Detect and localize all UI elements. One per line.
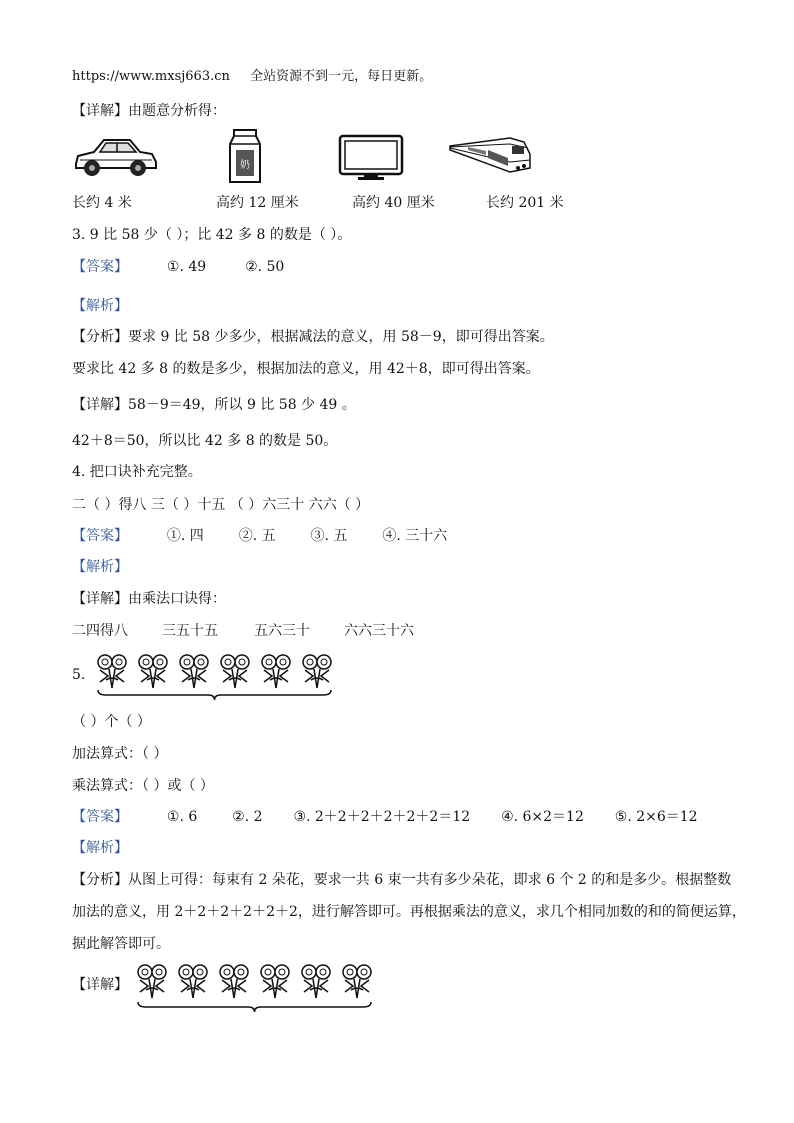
q4-question: 4. 把口诀补充完整。: [72, 464, 202, 480]
q3-detail-1: 【详解】58－9＝49，所以 9 比 58 少 49 。: [72, 397, 356, 413]
brace: [138, 1002, 371, 1012]
q5-detail-tag: 【详解】: [72, 977, 128, 993]
q4-answer-1: ①. 四: [166, 528, 204, 544]
q5-blank-line: （ ）个（ ）: [72, 714, 151, 730]
q4-answer-2: ②. 五: [238, 528, 276, 544]
svg-text:奶: 奶: [240, 160, 250, 171]
q5-add-formula: 加法算式：（ ）: [72, 746, 168, 762]
header-slogan: 全站资源不到一元，每日更新。: [250, 69, 433, 84]
flower-bouquet: [220, 965, 248, 998]
flower-bouquet: [98, 655, 126, 688]
q5-answer-2: ②. 2: [232, 809, 263, 825]
q5-analysis-tag: 【解析】: [72, 840, 128, 856]
q4-answer-3: ③. 五: [310, 528, 348, 544]
flower-bouquet: [138, 965, 166, 998]
flower-bouquet: [221, 655, 249, 688]
q5-answer-1: ①. 6: [166, 809, 198, 825]
flower-bouquets-figure: [92, 652, 342, 702]
q4-answer-line: [72, 527, 447, 545]
flower-bouquet: [302, 965, 330, 998]
flower-bouquet: [343, 965, 371, 998]
answer-tag: 【答案】: [72, 528, 128, 544]
q3-fenxi-2: 要求比 42 多 8 的数是多少，根据加法的意义，用 42＋8，即可得出答案。: [72, 361, 540, 377]
tv-icon: [338, 134, 404, 182]
car-icon: [72, 132, 158, 180]
train-caption: 长约 201 米: [486, 195, 564, 211]
q4-koujue-1: 二四得八: [72, 623, 128, 639]
q3-answer-1: ①. 49: [166, 259, 207, 275]
q3-analysis-tag: 【解析】: [72, 298, 128, 314]
flower-bouquet: [303, 655, 331, 688]
q5-answer-line: [72, 808, 698, 826]
answer-tag: 【答案】: [72, 259, 128, 275]
q4-detail-line: 【详解】由乘法口诀得：: [72, 591, 226, 607]
q3-question: 3. 9 比 58 少（ ）；比 42 多 8 的数是（ ）。: [72, 227, 352, 243]
q5-fenxi-3: 据此解答即可。: [72, 936, 170, 952]
flower-bouquet: [139, 655, 167, 688]
q5-answer-4: ④. 6×2＝12: [501, 809, 584, 825]
q5-number: 5.: [72, 667, 86, 683]
flower-bouquet: [179, 965, 207, 998]
q3-answer-2: ②. 50: [245, 259, 285, 275]
q4-koujue-2: 三五十五: [162, 623, 218, 639]
q4-koujue-3: 五六三十: [254, 623, 310, 639]
flower-bouquets-figure-detail: [132, 962, 382, 1016]
train-icon: [448, 132, 532, 178]
q5-mul-formula: 乘法算式：（ ）或（ ）: [72, 778, 214, 794]
q4-answer-4: ④. 三十六: [382, 528, 448, 544]
q3-answer-line: [72, 258, 284, 276]
header-url: https://www.mxsj663.cn: [72, 69, 230, 84]
q3-detail-2: 42＋8＝50，所以比 42 多 8 的数是 50。: [72, 433, 338, 449]
brace: [98, 690, 331, 700]
detail-tag: 【详解】: [72, 103, 128, 119]
q5-answer-5: ⑤. 2×6＝12: [614, 809, 698, 825]
q2-detail-line: [72, 102, 226, 120]
q4-blanks: 二（ ）得八 三（ ）十五 （ ）六三十 六六（ ）: [72, 497, 370, 513]
tv-caption: 高约 40 厘米: [352, 195, 435, 211]
answer-tag: 【答案】: [72, 809, 128, 825]
q4-koujue-4: 六六三十六: [344, 623, 414, 639]
flower-bouquet: [262, 655, 290, 688]
q5-fenxi-1: 【分析】从图上可得：每束有 2 朵花，要求一共 6 束一共有多少朵花，即求 6 个 2 的和是多少。根据整数: [72, 872, 732, 888]
flower-bouquet: [180, 655, 208, 688]
milk-caption: 高约 12 厘米: [216, 195, 299, 211]
milk-carton-icon: [228, 128, 262, 184]
detail-text: 由题意分析得：: [128, 103, 226, 119]
page-header: [72, 68, 432, 86]
q3-fenxi-1: 【分析】要求 9 比 58 少多少，根据减法的意义，用 58－9，即可得出答案。: [72, 329, 554, 345]
flower-bouquet: [261, 965, 289, 998]
q4-analysis-tag: 【解析】: [72, 559, 128, 575]
car-caption: 长约 4 米: [72, 195, 132, 211]
q5-answer-3: ③. 2＋2＋2＋2＋2＋2＝12: [293, 809, 471, 825]
q5-fenxi-2: 加法的意义，用 2＋2＋2＋2＋2＋2，进行解答即可。再根据乘法的意义，求几个相同加数的和的简便运算，: [72, 904, 746, 920]
